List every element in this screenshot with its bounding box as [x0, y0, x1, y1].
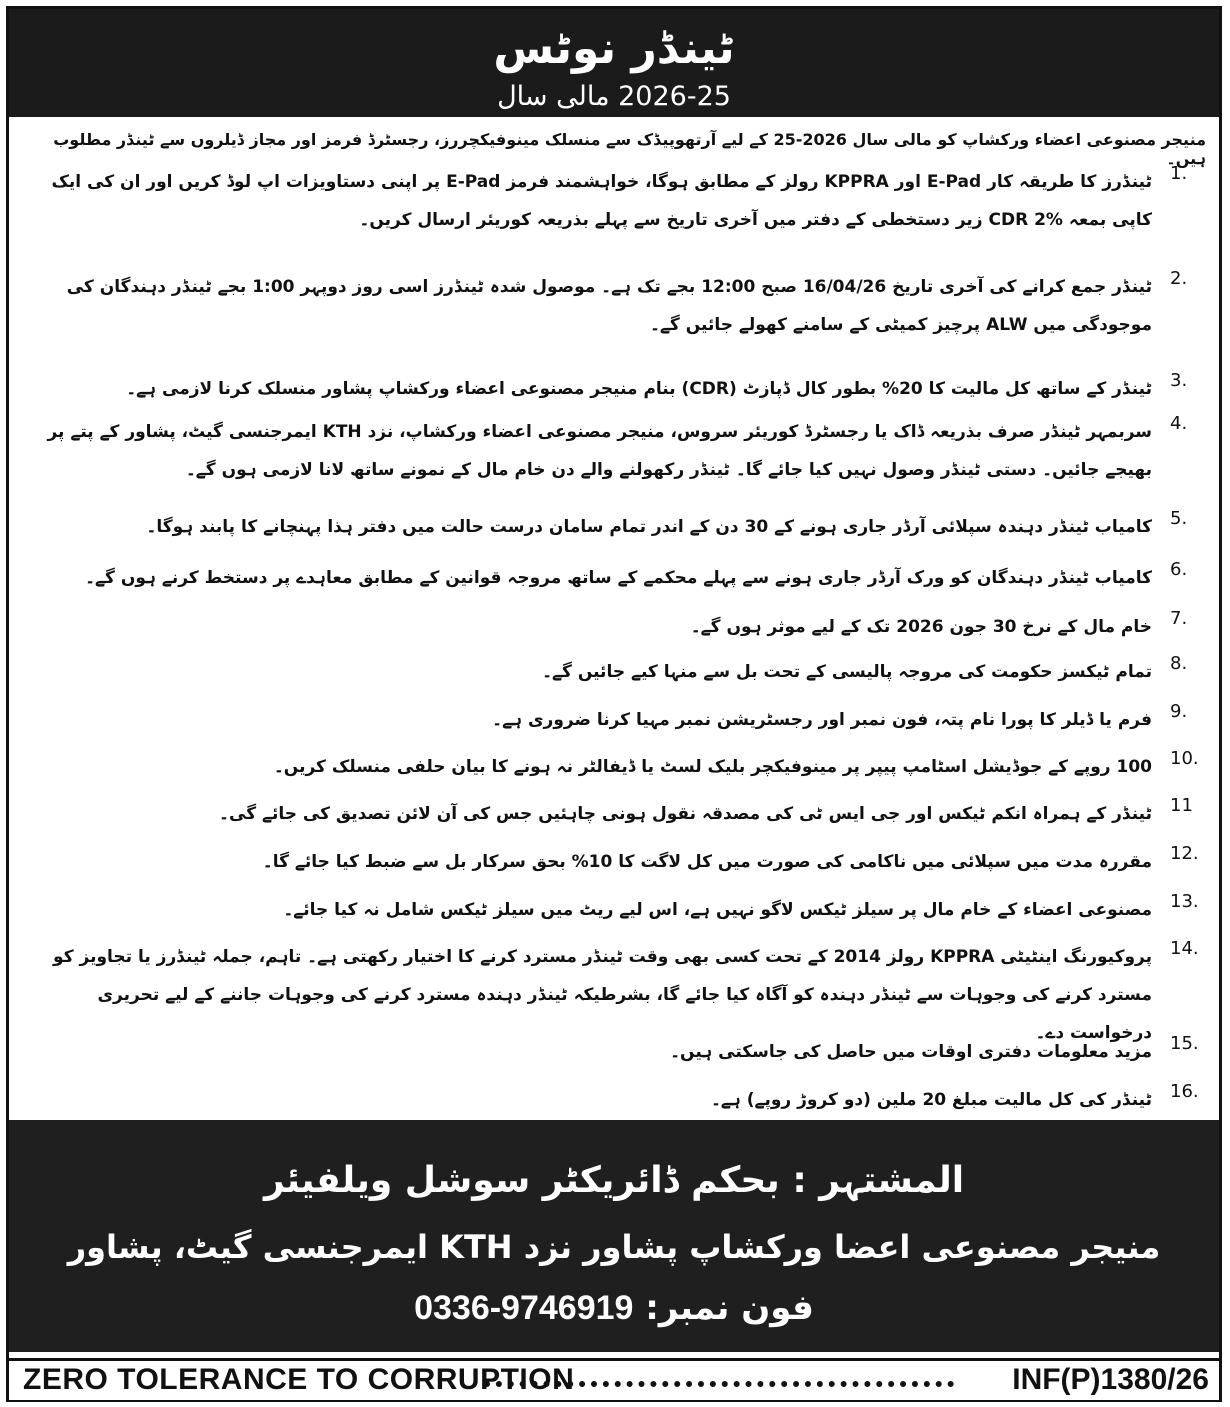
phone-label: فون نمبر:: [645, 1288, 814, 1328]
item-text: ٹینڈر کے ساتھ کل مالیت کا 20% بطور کال ڈپازٹ (CDR) بنام منیجر مصنوعی اعضاء ورکشاپ پشاور منسلک کرنا لازمی ہے۔: [126, 379, 1152, 399]
item-number: 9.: [1170, 701, 1188, 722]
item-text: سربمہر ٹینڈر صرف بذریعہ ڈاک یا رجسٹرڈ کوریئر سروس، منیجر مصنوعی اعضاء ورکشاپ، نزد KTH ایمرجنسی گیٹ، پشاور کے پتے پر بھیجے جائیں۔ دستی ٹینڈر وصول نہیں کیا جائے گا۔ ٹینڈر رکھولنے والے دن خام مال کے نمونے ساتھ لانا لازمی ہوں گے۔: [47, 422, 1152, 480]
item-number: 8.: [1170, 653, 1188, 674]
item-number: 5.: [1170, 508, 1188, 529]
notice-header: [9, 9, 1219, 117]
item-text: ٹینڈر کے ہمراہ انکم ٹیکس اور جی ایس ٹی کی مصدقہ نقول ہونی چاہئیں جس کی آن لائن تصدیق کی جائے گی۔: [219, 804, 1152, 824]
item-number: 1.: [1170, 163, 1188, 184]
item-number: 7.: [1170, 608, 1188, 629]
item-text: 100 روپے کے جوڈیشل اسٹامپ پیپر پر مینوفیکچر بلیک لسٹ یا ڈیفالٹر نہ ہونے کا بیان حلفی منسلک کریں۔: [273, 757, 1152, 777]
item-text: کامیاب ٹینڈر دہندہ سپلائی آرڈر جاری ہونے کے 30 دن کے اندر تمام سامان درست حالت میں دفتر ہذا پہنچانے کا پابند ہوگا۔: [146, 517, 1152, 537]
item-text: ٹینڈرز کا طریقہ کار E-Pad اور KPPRA رولز کے مطابق ہوگا، خواہشمند فرمز E-Pad پر اپنی دستاویزات اپ لوڈ کریں اور ان کی ایک کاپی بمعہ CDR 2% زیر دستخطی کے دفتر میں آخری تاریخ سے پہلے بذریعہ کوریئر ارسال کریں۔: [51, 172, 1152, 230]
item-text: ٹینڈر کی کل مالیت مبلغ 20 ملین (دو کروڑ روپے) ہے۔: [710, 1090, 1152, 1110]
item-number: 4.: [1170, 413, 1188, 434]
item-number: 10.: [1170, 748, 1199, 769]
item-number: 6.: [1170, 559, 1188, 580]
item-text: ٹینڈر جمع کرانے کی آخری تاریخ 16/04/26 صبح 12:00 بجے تک ہے۔ موصول شدہ ٹینڈرز اسی روز دوپہر 1:00 بجے ٹینڈر دہندگان کی موجودگی میں ALW پرچیز کمیٹی کے سامنے کھولے جائیں گے۔: [66, 277, 1152, 335]
item-text: فرم یا ڈیلر کا پورا نام پتہ، فون نمبر اور رجسٹریشن نمبر مہیا کرنا ضروری ہے۔: [492, 710, 1152, 730]
address-line: منیجر مصنوعی اعضا ورکشاپ پشاور نزد KTH ایمرجنسی گیٹ، پشاور: [67, 1228, 1161, 1266]
item-text: پروکیورنگ اینٹیٹی KPPRA رولز 2014 کے تحت کسی بھی وقت ٹینڈر مسترد کرنے کا اختیار رکھتی ہے۔ تاہم، جملہ ٹینڈرز یا تجاویز کو مسترد کرنے کی وجوہات سے ٹینڈر دہندہ کو آگاہ کیا جائے گا، بشرطیکہ ٹینڈر دہندہ مسترد کرنے کی وجوہات جاننے کے لیے تحریری درخواست دے۔: [53, 947, 1152, 1043]
phone-number: 0336-9746919: [414, 1289, 634, 1327]
item-text: مقررہ مدت میں سپلائی میں ناکامی کی صورت میں کل لاگت کا 10% بحق سرکار بل سے ضبط کیا جائے گا۔: [262, 852, 1152, 872]
advertiser-line: المشتہر : بحکم ڈائریکٹر سوشل ویلفیئر: [263, 1160, 965, 1201]
item-text: کامیاب ٹینڈر دہندگان کو ورک آرڈر جاری ہونے سے پہلے محکمے کے ساتھ مروجہ قوانین کے مطابق معاہدے پر دستخط کرنے ہوں گے۔: [85, 568, 1152, 588]
item-text: خام مال کے نرخ 30 جون 2026 تک کے لیے موثر ہوں گے۔: [690, 617, 1152, 637]
bottom-bar: [9, 1358, 1219, 1400]
fiscal-year: 2026-25 مالی سال: [497, 81, 731, 112]
dotted-leader: [484, 1381, 954, 1387]
advertiser-footer: [9, 1120, 1219, 1352]
item-number: 2.: [1170, 268, 1188, 289]
item-number: 13.: [1170, 891, 1199, 912]
item-text: مزید معلومات دفتری اوقات میں حاصل کی جاسکتی ہیں۔: [670, 1042, 1152, 1062]
item-number: 15.: [1170, 1033, 1199, 1054]
item-number: 16.: [1170, 1081, 1199, 1102]
reference-number: INF(P)1380/26: [1012, 1363, 1209, 1396]
intro-text: منیجر مصنوعی اعضاء ورکشاپ کو مالی سال 2026-25 کے لیے آرتھوپیڈک سے منسلک مینوفیکچررز، رجسٹرڈ فرمز اور مجاز ڈیلروں سے ٹینڈر مطلوب ہیں۔: [53, 130, 1206, 168]
item-number: 11: [1170, 795, 1193, 816]
item-text: مصنوعی اعضاء کے خام مال پر سیلز ٹیکس لاگو نہیں ہے، اس لیے ریٹ میں سیلز ٹیکس شامل نہ کیا جائے۔: [283, 900, 1152, 920]
item-number: 12.: [1170, 843, 1199, 864]
item-number: 14.: [1170, 938, 1199, 959]
item-text: تمام ٹیکسز حکومت کی مروجہ پالیسی کے تحت بل سے منہا کیے جائیں گے۔: [542, 662, 1152, 682]
phone-line: [9, 1288, 1219, 1328]
notice-title: ٹینڈر نوٹس: [493, 23, 735, 74]
slogan: ZERO TOLERANCE TO CORRUPTION: [23, 1363, 575, 1396]
item-number: 3.: [1170, 370, 1188, 391]
